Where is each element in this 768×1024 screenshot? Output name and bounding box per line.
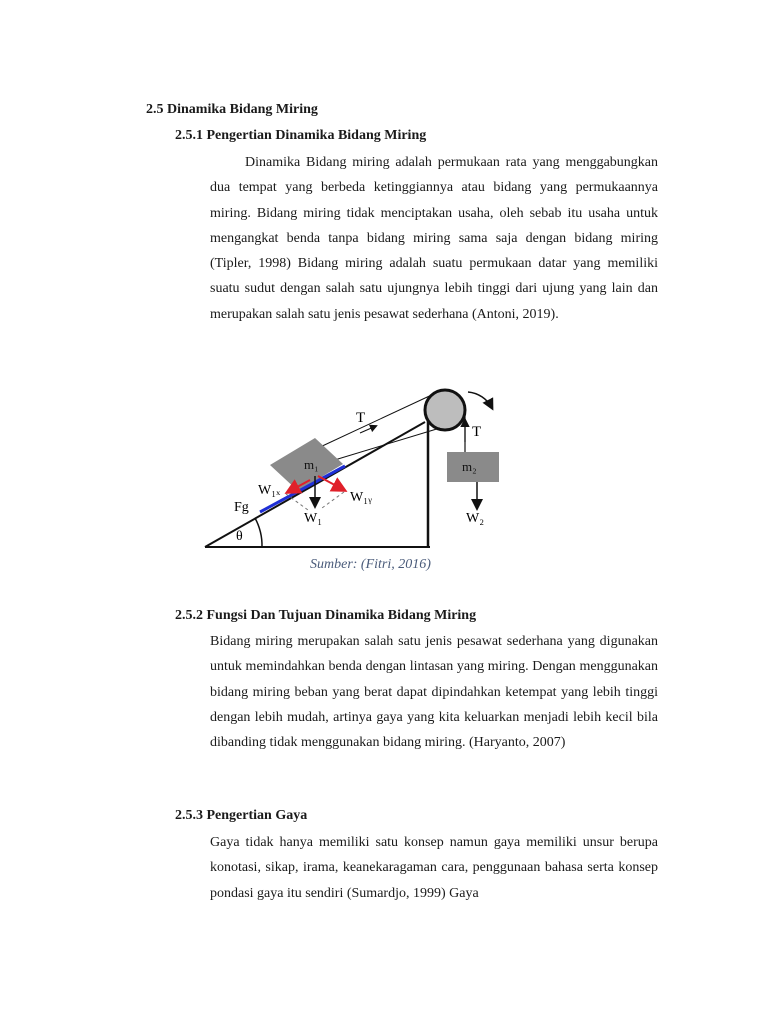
- tension-label-hanging: T: [472, 424, 482, 440]
- theta-label: θ: [236, 529, 243, 544]
- pulley: [425, 390, 465, 430]
- fg-label: Fg: [234, 500, 249, 515]
- w1y-label: W₁ᵧ: [350, 490, 372, 505]
- rope-incline-lower: [328, 428, 440, 462]
- w1x-label: W₁ₓ: [258, 483, 281, 498]
- w1y-arrow: [318, 476, 344, 490]
- subsection-heading-3: 2.5.3 Pengertian Gaya: [175, 808, 308, 823]
- mass2-label: m₂: [462, 459, 477, 474]
- section-heading: 2.5 Dinamika Bidang Miring: [146, 102, 318, 117]
- inclined-plane-figure: [200, 370, 520, 550]
- rope-incline: [318, 392, 438, 448]
- mass1-label: m₁: [304, 457, 319, 472]
- subsection-heading-2: 2.5.2 Fungsi Dan Tujuan Dinamika Bidang Miring: [175, 608, 477, 623]
- subsection-heading-1: 2.5.1 Pengertian Dinamika Bidang Miring: [175, 128, 427, 143]
- rotation-arrow: [468, 392, 492, 408]
- paragraph-3: Gaya tidak hanya memiliki satu konsep namun gaya memiliki unsur berupa konotasi, sikap, irama, keanekaragaman cara, penggunaan bahasa serta konsep pondasi gaya itu sendiri (Sumardjo, 1999) Gaya: [210, 835, 658, 901]
- inclined-plane-diagram: [200, 370, 520, 550]
- w2-label: W₂: [466, 511, 485, 526]
- tension-label-rope: T: [356, 410, 366, 426]
- component-dashed-2: [322, 492, 344, 508]
- figure-caption: Sumber: (Fitri, 2016): [310, 557, 431, 572]
- paragraph-1: Dinamika Bidang miring adalah permukaan rata yang menggabungkan dua tempat yang berbeda ketinggiannya atau bidang yang permukaannya miring. Bidang miring tidak menciptakan usaha, oleh sebab itu usaha untuk mengangkat benda tanpa bidang miring sama saja dengan bidang miring (Tipler, 1998) Bidang miring adalah suatu permukaan datar yang memiliki suatu sudut dengan salah satu ujungnya lebih tinggi dari ujung yang lain dan merupakan salah satu jenis pesawat sederhana (Antoni, 2019).: [210, 155, 658, 322]
- w1-label: W₁: [304, 511, 323, 526]
- theta-arc: [255, 518, 262, 547]
- paragraph-2: Bidang miring merupakan salah satu jenis pesawat sederhana yang digunakan untuk memindahkan benda dengan lintasan yang miring. Dengan menggunakan bidang miring beban yang berat dapat dipindahkan ketempat yang lebih tinggi dengan lebih mudah, artinya gaya yang kita keluarkan menjadi lebih kecil bila dibanding tidak menggunakan bidang miring. (Haryanto, 2007): [210, 634, 658, 751]
